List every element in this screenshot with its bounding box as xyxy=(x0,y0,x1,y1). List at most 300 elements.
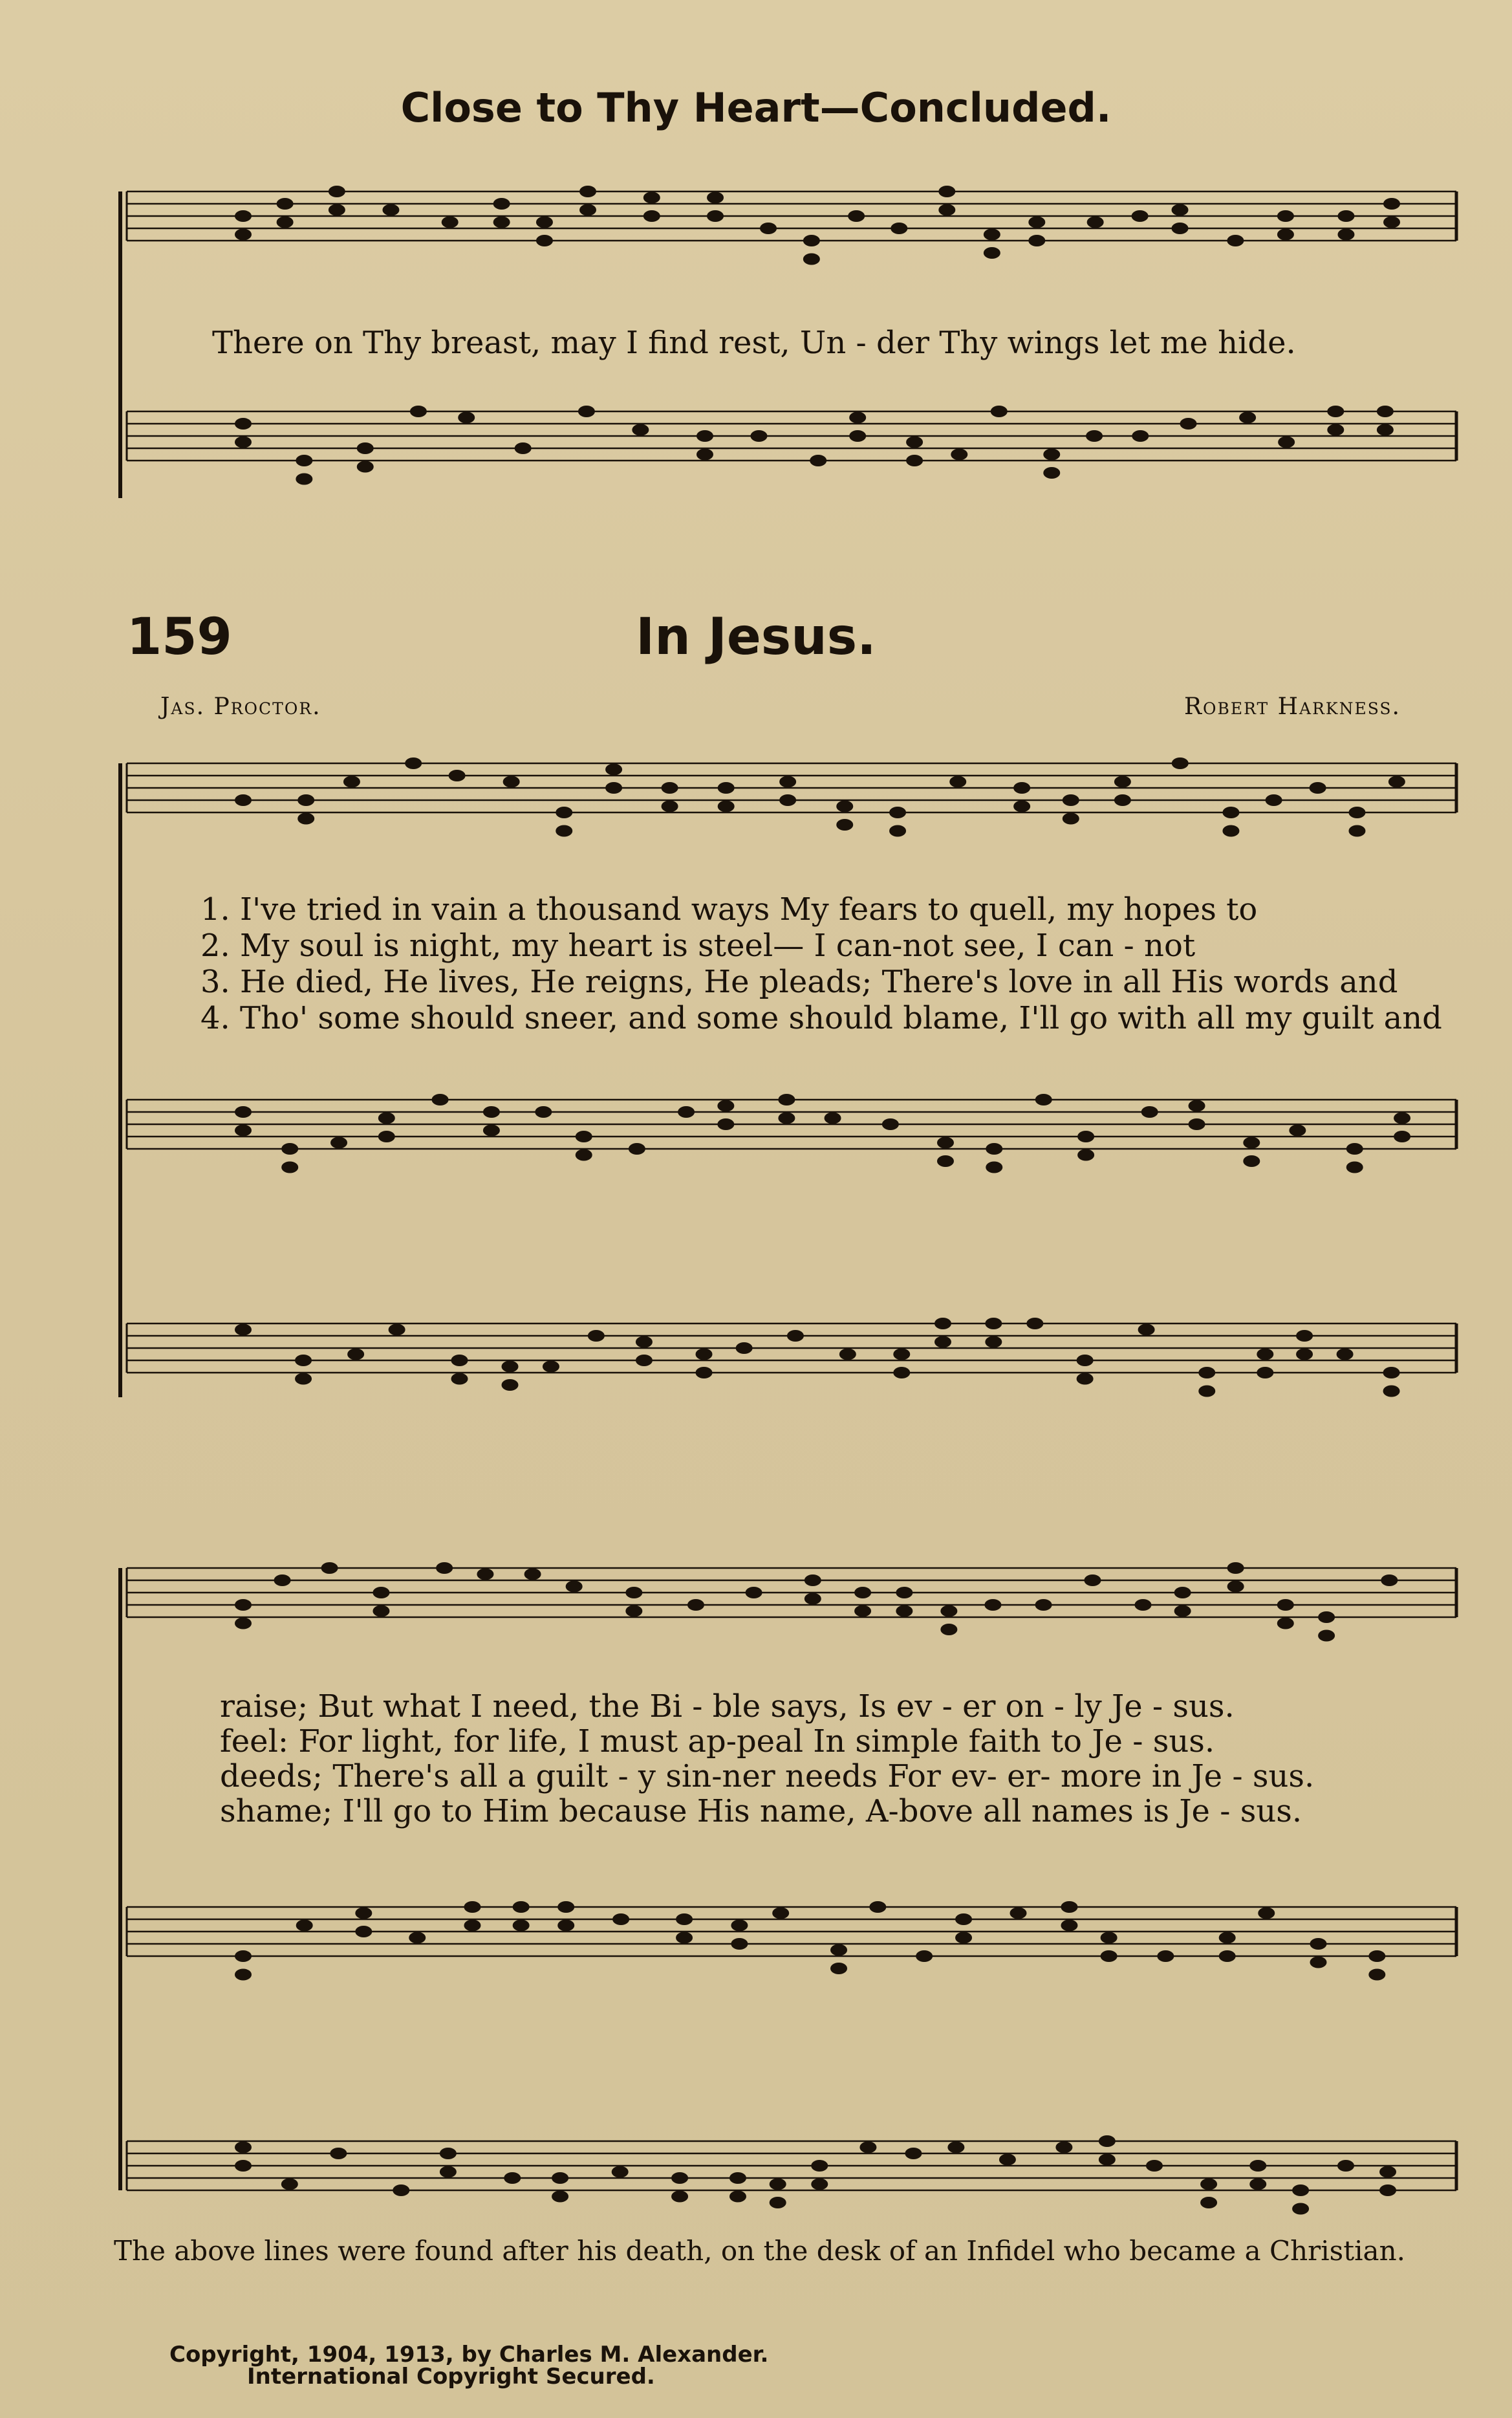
note-head xyxy=(1318,1611,1335,1623)
note-head xyxy=(579,204,596,216)
note-head xyxy=(1077,1373,1094,1385)
note-head xyxy=(991,406,1008,417)
note-head xyxy=(810,455,826,466)
footnote: The above lines were found after his death, on the desk of an Infidel who became a Christian. xyxy=(114,2235,1405,2267)
note-head xyxy=(1249,2160,1266,2172)
note-head xyxy=(947,2142,964,2153)
note-head xyxy=(1277,1599,1294,1611)
note-head xyxy=(955,1932,972,1944)
note-head xyxy=(1310,1957,1326,1968)
note-head xyxy=(1243,1137,1260,1149)
note-head xyxy=(1101,1950,1118,1962)
note-head xyxy=(707,210,724,222)
note-head xyxy=(1388,776,1405,788)
note-head xyxy=(811,2179,828,2190)
note-head xyxy=(235,1599,252,1611)
note-head xyxy=(235,1950,252,1962)
note-head xyxy=(373,1606,389,1617)
note-head xyxy=(1383,198,1400,210)
note-head xyxy=(329,186,345,197)
verse-1-line-b: raise; But what I need, the Bi - ble says, Is ev - er on - ly Je - sus. xyxy=(220,1688,1235,1725)
note-head xyxy=(556,825,572,837)
note-head xyxy=(985,1318,1002,1329)
note-head xyxy=(373,1587,389,1598)
note-head xyxy=(1377,406,1394,417)
note-head xyxy=(805,1593,821,1605)
note-head xyxy=(355,1908,372,1919)
note-head xyxy=(605,782,622,794)
note-head xyxy=(1180,418,1196,430)
note-head xyxy=(477,1569,493,1580)
note-head xyxy=(1277,210,1294,222)
note-head xyxy=(625,1606,642,1617)
note-head xyxy=(1063,813,1079,825)
note-head xyxy=(1134,1599,1151,1611)
note-head xyxy=(1172,204,1189,216)
verse-2-line-a: 2. My soul is night, my heart is steel— I can-not see, I can - not xyxy=(200,928,1196,964)
note-head xyxy=(281,1143,298,1155)
note-head xyxy=(825,1113,841,1124)
note-head xyxy=(940,1606,957,1617)
note-head xyxy=(1055,2142,1072,2153)
note-head xyxy=(405,757,422,769)
note-head xyxy=(296,1920,313,1932)
note-head xyxy=(718,801,735,812)
hymn-number: 159 xyxy=(127,608,232,666)
note-head xyxy=(321,1562,338,1574)
note-head xyxy=(329,204,345,216)
copyright-line-1: Copyright, 1904, 1913, by Charles M. Alexander. xyxy=(169,2342,769,2368)
note-head xyxy=(440,2148,457,2159)
note-head xyxy=(1327,424,1344,436)
note-head xyxy=(612,1913,629,1925)
note-head xyxy=(889,825,906,837)
note-head xyxy=(330,1137,347,1149)
note-head xyxy=(502,1361,519,1373)
note-head xyxy=(1077,1131,1094,1142)
note-head xyxy=(503,776,520,788)
note-head xyxy=(849,412,866,424)
note-head xyxy=(937,1137,954,1149)
note-head xyxy=(869,1901,886,1913)
note-head xyxy=(357,461,374,473)
note-head xyxy=(1132,430,1149,442)
note-head xyxy=(1189,1100,1205,1112)
note-head xyxy=(1346,1162,1363,1173)
note-head xyxy=(588,1330,605,1342)
note-head xyxy=(1200,2197,1217,2208)
note-head xyxy=(277,198,294,210)
note-head xyxy=(1174,1606,1191,1617)
note-head xyxy=(717,1100,734,1112)
note-head xyxy=(1383,1386,1400,1397)
note-head xyxy=(1348,825,1365,837)
note-head xyxy=(779,794,796,806)
note-head xyxy=(676,1932,693,1944)
note-head xyxy=(235,418,252,430)
note-head xyxy=(436,1562,453,1574)
note-head xyxy=(636,1336,653,1348)
note-head xyxy=(235,210,252,222)
note-head xyxy=(1219,1932,1236,1944)
note-head xyxy=(811,2160,828,2172)
note-head xyxy=(235,1969,252,1981)
note-head xyxy=(893,1367,910,1378)
note-head xyxy=(1222,825,1239,837)
note-head xyxy=(1348,807,1365,818)
note-head xyxy=(566,1581,583,1593)
note-head xyxy=(281,1162,298,1173)
note-head xyxy=(803,254,820,265)
note-head xyxy=(889,807,906,818)
note-head xyxy=(671,2191,688,2203)
note-head xyxy=(296,455,312,466)
note-head xyxy=(543,1361,559,1373)
composer-name: Robert Harkness. xyxy=(1183,693,1401,720)
note-head xyxy=(1114,776,1131,788)
note-head xyxy=(552,2191,568,2203)
note-head xyxy=(940,1624,957,1635)
note-head xyxy=(1257,1349,1273,1360)
note-head xyxy=(1010,1908,1026,1919)
note-head xyxy=(1101,1932,1118,1944)
note-head xyxy=(579,186,596,197)
note-head xyxy=(731,1920,748,1932)
note-head xyxy=(949,776,966,788)
note-head xyxy=(355,1926,372,1937)
note-head xyxy=(778,1113,795,1124)
note-head xyxy=(378,1131,395,1142)
note-head xyxy=(612,2166,629,2178)
note-head xyxy=(1219,1950,1236,1962)
verse-4-line-b: shame; I'll go to Him because His name, A-bove all names is Je - sus. xyxy=(220,1793,1302,1829)
note-head xyxy=(1087,217,1104,228)
note-head xyxy=(1227,1581,1244,1593)
note-head xyxy=(896,1587,913,1598)
note-head xyxy=(440,2166,457,2178)
note-head xyxy=(1141,1106,1158,1118)
note-head xyxy=(859,2142,876,2153)
note-head xyxy=(1099,2135,1116,2147)
note-head xyxy=(731,1938,748,1950)
note-head xyxy=(1368,1950,1385,1962)
note-head xyxy=(556,807,572,818)
note-head xyxy=(697,430,713,442)
note-head xyxy=(1327,406,1344,417)
note-head xyxy=(515,442,532,454)
note-head xyxy=(1310,782,1326,794)
note-head xyxy=(1189,1118,1205,1130)
note-head xyxy=(330,2148,347,2159)
note-head xyxy=(678,1106,695,1118)
verse-3-line-a: 3. He died, He lives, He reigns, He pleads; There's love in all His words and xyxy=(200,964,1398,1000)
note-head xyxy=(235,1125,252,1137)
note-head xyxy=(770,2197,786,2208)
note-head xyxy=(1043,449,1060,461)
note-head xyxy=(854,1587,871,1598)
note-head xyxy=(1296,1349,1313,1360)
note-head xyxy=(1277,1618,1294,1629)
note-head xyxy=(578,406,595,417)
note-head xyxy=(1239,412,1256,424)
note-head xyxy=(1337,210,1354,222)
note-head xyxy=(1172,757,1189,769)
note-head xyxy=(235,229,252,241)
note-head xyxy=(905,2148,922,2159)
note-head xyxy=(803,235,820,246)
note-head xyxy=(662,801,678,812)
note-head xyxy=(985,1336,1002,1348)
note-head xyxy=(707,192,724,204)
note-head xyxy=(576,1149,592,1161)
note-head xyxy=(836,819,853,831)
note-head xyxy=(916,1950,933,1962)
note-head xyxy=(937,1155,954,1167)
note-head xyxy=(277,217,294,228)
note-head xyxy=(934,1318,951,1329)
note-head xyxy=(736,1342,753,1354)
note-head xyxy=(662,782,678,794)
note-head xyxy=(636,1355,653,1366)
note-head xyxy=(1013,782,1030,794)
note-head xyxy=(1227,235,1244,246)
note-head xyxy=(536,235,553,246)
note-head xyxy=(830,1944,847,1956)
note-head xyxy=(1227,1562,1244,1574)
copyright-line-2: International Copyright Secured. xyxy=(247,2364,655,2390)
note-head xyxy=(1383,1367,1400,1378)
note-head xyxy=(643,210,660,222)
note-head xyxy=(787,1330,804,1342)
note-head xyxy=(1368,1969,1385,1981)
note-head xyxy=(1146,2160,1163,2172)
note-head xyxy=(281,2179,298,2190)
note-head xyxy=(999,2154,1016,2166)
note-head xyxy=(605,764,622,776)
note-head xyxy=(451,1355,468,1366)
note-head xyxy=(893,1349,910,1360)
note-head xyxy=(1292,2203,1309,2215)
note-head xyxy=(1063,794,1079,806)
note-head xyxy=(410,406,427,417)
note-head xyxy=(896,1606,913,1617)
note-head xyxy=(1379,2166,1396,2178)
note-head xyxy=(1394,1113,1410,1124)
note-head xyxy=(836,801,853,812)
hymn-title: In Jesus. xyxy=(636,608,876,666)
continuation-lyric: There on Thy breast, may I find rest, Un - der Thy wings let me hide. xyxy=(212,325,1296,361)
note-head xyxy=(536,217,553,228)
note-head xyxy=(378,1113,395,1124)
note-head xyxy=(449,770,466,781)
note-head xyxy=(535,1106,552,1118)
note-head xyxy=(696,1349,713,1360)
note-head xyxy=(357,442,374,454)
author-name: Jas. Proctor. xyxy=(160,693,321,720)
note-head xyxy=(1292,2184,1309,2196)
note-head xyxy=(1026,1318,1043,1329)
note-head xyxy=(934,1336,951,1348)
note-head xyxy=(729,2191,746,2203)
note-head xyxy=(625,1587,642,1598)
note-head xyxy=(343,776,360,788)
note-head xyxy=(772,1908,789,1919)
note-head xyxy=(1198,1386,1215,1397)
note-head xyxy=(1138,1324,1155,1336)
note-head xyxy=(1198,1367,1215,1378)
continuation-title: Close to Thy Heart—Concluded. xyxy=(400,84,1112,131)
note-head xyxy=(576,1131,592,1142)
note-head xyxy=(1337,229,1354,241)
note-head xyxy=(557,1901,574,1913)
note-head xyxy=(1222,807,1239,818)
note-head xyxy=(464,1920,481,1932)
note-head xyxy=(1061,1920,1077,1932)
note-head xyxy=(906,437,923,448)
note-head xyxy=(986,1162,1002,1173)
note-head xyxy=(671,2172,688,2184)
note-head xyxy=(389,1324,405,1336)
note-head xyxy=(493,217,510,228)
note-head xyxy=(1337,2160,1354,2172)
note-head xyxy=(1277,229,1294,241)
note-head xyxy=(295,1373,312,1385)
note-head xyxy=(760,223,777,234)
note-head xyxy=(1061,1901,1077,1913)
note-head xyxy=(442,217,459,228)
note-head xyxy=(504,2172,521,2184)
note-head xyxy=(848,210,865,222)
note-head xyxy=(676,1913,693,1925)
note-head xyxy=(729,2172,746,2184)
note-head xyxy=(1035,1599,1052,1611)
note-head xyxy=(235,1324,252,1336)
verse-3-line-b: deeds; There's all a guilt - y sin-ner needs For ev- er- more in Je - sus. xyxy=(220,1758,1315,1794)
note-head xyxy=(750,430,767,442)
note-head xyxy=(1114,794,1131,806)
note-head xyxy=(849,430,866,442)
note-head xyxy=(296,474,312,485)
note-head xyxy=(1383,217,1400,228)
verse-4-line-a: 4. Tho' some should sneer, and some should blame, I'll go with all my guilt and xyxy=(200,1000,1442,1036)
verse-2-line-b: feel: For light, for life, I must ap-peal In simple faith to Je - sus. xyxy=(220,1723,1215,1759)
note-head xyxy=(1077,1149,1094,1161)
note-head xyxy=(1099,2154,1116,2166)
note-head xyxy=(493,198,510,210)
note-head xyxy=(938,186,955,197)
note-head xyxy=(235,2160,252,2172)
note-head xyxy=(513,1901,530,1913)
note-head xyxy=(458,412,475,424)
note-head xyxy=(451,1373,468,1385)
verse-1-line-a: 1. I've tried in vain a thousand ways My fears to quell, my hopes to xyxy=(200,891,1258,928)
note-head xyxy=(524,1569,541,1580)
note-head xyxy=(906,455,923,466)
note-head xyxy=(382,204,399,216)
note-head xyxy=(938,204,955,216)
note-head xyxy=(718,782,735,794)
note-head xyxy=(483,1106,500,1118)
note-head xyxy=(235,1106,252,1118)
note-head xyxy=(1157,1950,1174,1962)
note-head xyxy=(955,1913,972,1925)
note-head xyxy=(891,223,907,234)
note-head xyxy=(513,1920,530,1932)
note-head xyxy=(1381,1574,1398,1586)
note-head xyxy=(1043,467,1060,479)
note-head xyxy=(432,1094,449,1106)
note-head xyxy=(1278,437,1295,448)
note-head xyxy=(717,1118,734,1130)
note-head xyxy=(464,1901,481,1913)
note-head xyxy=(830,1963,847,1974)
note-head xyxy=(770,2179,786,2190)
note-head xyxy=(1346,1143,1363,1155)
note-head xyxy=(1086,430,1103,442)
note-head xyxy=(1249,2179,1266,2190)
note-head xyxy=(1257,1367,1273,1378)
note-head xyxy=(502,1379,519,1391)
note-head xyxy=(1310,1938,1326,1950)
note-head xyxy=(1200,2179,1217,2190)
note-head xyxy=(697,449,713,461)
note-head xyxy=(1035,1094,1052,1106)
note-head xyxy=(839,1349,856,1360)
note-head xyxy=(1377,424,1394,436)
note-head xyxy=(235,1618,252,1629)
note-head xyxy=(295,1355,312,1366)
note-head xyxy=(687,1599,704,1611)
note-head xyxy=(779,776,796,788)
note-head xyxy=(1243,1155,1260,1167)
note-head xyxy=(746,1587,762,1598)
note-head xyxy=(1174,1587,1191,1598)
note-head xyxy=(951,449,967,461)
note-head xyxy=(984,229,1000,241)
note-head xyxy=(483,1125,500,1137)
note-head xyxy=(805,1574,821,1586)
note-head xyxy=(696,1367,713,1378)
note-head xyxy=(557,1920,574,1932)
note-head xyxy=(984,247,1000,259)
note-head xyxy=(297,794,314,806)
note-head xyxy=(986,1143,1002,1155)
note-head xyxy=(552,2172,568,2184)
note-head xyxy=(1394,1131,1410,1142)
note-head xyxy=(393,2184,409,2196)
note-head xyxy=(643,192,660,204)
note-head xyxy=(1028,235,1045,246)
note-head xyxy=(1318,1630,1335,1642)
note-head xyxy=(1013,801,1030,812)
note-head xyxy=(854,1606,871,1617)
note-head xyxy=(1289,1125,1306,1137)
note-head xyxy=(1077,1355,1094,1366)
note-head xyxy=(1084,1574,1101,1586)
note-head xyxy=(629,1143,645,1155)
note-head xyxy=(1258,1908,1275,1919)
note-head xyxy=(409,1932,426,1944)
note-head xyxy=(1266,794,1282,806)
note-head xyxy=(1172,223,1189,234)
note-head xyxy=(297,813,314,825)
note-head xyxy=(1296,1330,1313,1342)
note-head xyxy=(1379,2184,1396,2196)
note-head xyxy=(274,1574,291,1586)
note-head xyxy=(235,794,252,806)
note-head xyxy=(778,1094,795,1106)
note-head xyxy=(235,437,252,448)
